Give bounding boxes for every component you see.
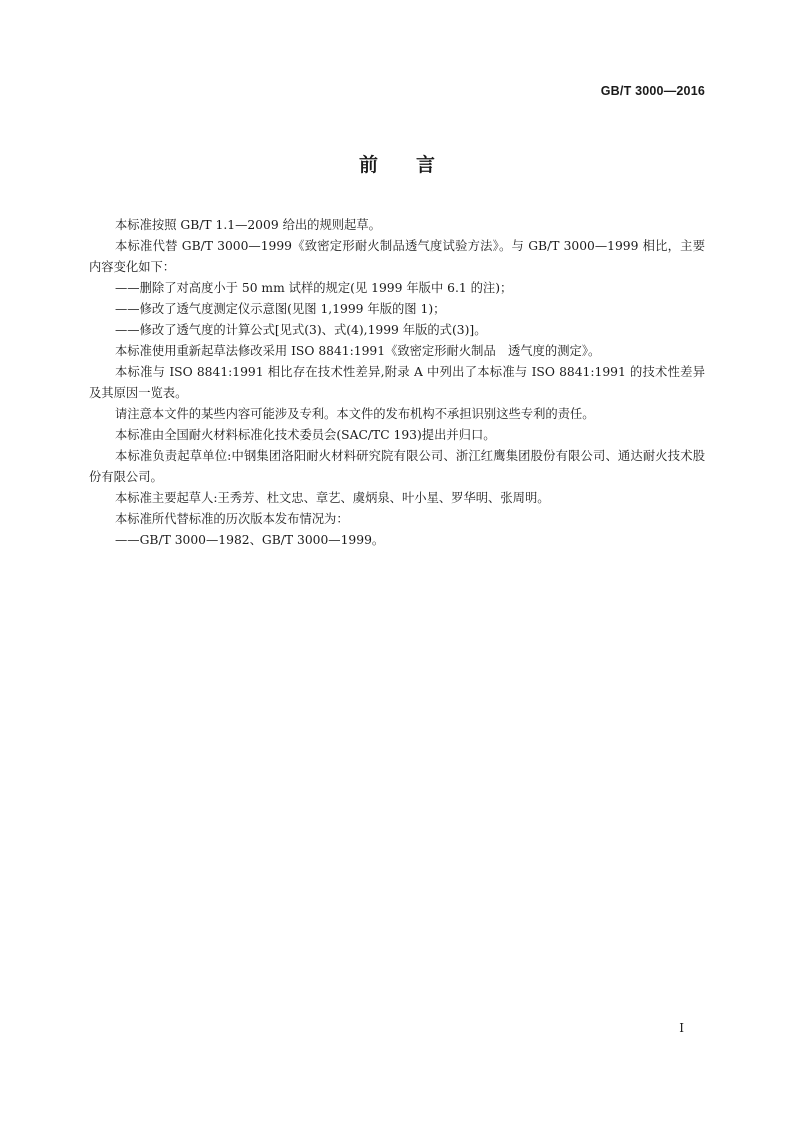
list-item: ——GB/T 3000—1982、GB/T 3000—1999。: [115, 533, 385, 547]
paragraph: 本标准负责起草单位:中钢集团洛阳耐火材料研究院有限公司、浙江红鹰集团股份有限公司、通达耐火技术股份有限公司。: [89, 449, 705, 484]
paragraph: 本标准所代替标准的历次版本发布情况为：: [115, 512, 349, 526]
paragraph: 本标准代替 GB/T 3000—1999《致密定形耐火制品透气度试验方法》。与 GB/T 3000—1999 相比，主要内容变化如下：: [89, 239, 705, 274]
list-item: ——修改了透气度的计算公式[见式(3)、式(4),1999 年版的式(3)]。: [115, 323, 487, 337]
list-item: ——删除了对高度小于 50 mm 试样的规定(见 1999 年版中 6.1 的注)；: [115, 281, 513, 295]
paragraph: 本标准使用重新起草法修改采用 ISO 8841:1991《致密定形耐火制品 透气度的测定》。: [115, 344, 601, 358]
paragraph: 本标准按照 GB/T 1.1—2009 给出的规则起草。: [115, 218, 381, 232]
page-title: [0, 150, 794, 177]
foreword-body: [89, 215, 705, 551]
paragraph: 请注意本文件的某些内容可能涉及专利。本文件的发布机构不承担识别这些专利的责任。: [115, 407, 595, 421]
paragraph: 本标准与 ISO 8841:1991 相比存在技术性差异,附录 A 中列出了本标准与 ISO 8841:1991 的技术性差异及其原因一览表。: [89, 365, 705, 400]
title-char-1: 前: [358, 154, 378, 176]
list-item: ——修改了透气度测定仪示意图(见图 1,1999 年版的图 1)；: [115, 302, 446, 316]
paragraph: 本标准主要起草人:王秀芳、杜文忠、章艺、虞炳泉、叶小星、罗华明、张周明。: [115, 491, 550, 505]
page-number: I: [679, 1021, 684, 1035]
paragraph: 本标准由全国耐火材料标准化技术委员会(SAC/TC 193)提出并归口。: [115, 428, 496, 442]
standard-number-header: GB/T 3000—2016: [600, 84, 705, 98]
title-char-2: 言: [416, 154, 436, 176]
